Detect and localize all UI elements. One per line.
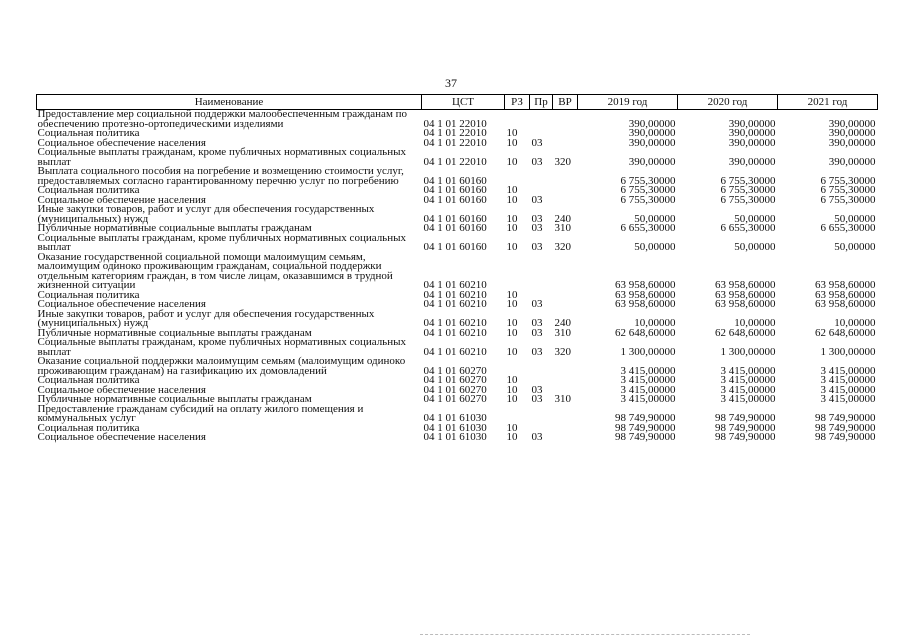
- row-rz: 10: [506, 345, 518, 358]
- row-amount-2019: 6 655,30000: [620, 222, 676, 234]
- row-pr: [530, 253, 553, 291]
- row-amount-2021: 63 958,60000: [815, 288, 876, 301]
- row-amount-2020: 6 755,30000: [720, 193, 776, 206]
- row-name: Социальное обеспечение населения: [37, 431, 206, 443]
- row-amount-2021: 390,00000: [828, 127, 876, 139]
- row-amount-2019: 63 958,60000: [615, 288, 676, 301]
- row-cst: 04 1 01 60210: [423, 345, 487, 358]
- row-rz: 10: [506, 317, 518, 329]
- row-amount-2019: 3 415,00000: [620, 374, 676, 386]
- row-vr: [553, 253, 578, 291]
- header-vr: ВР: [553, 95, 578, 110]
- row-name: Социальная политика: [37, 127, 140, 139]
- row-pr: 03: [531, 393, 543, 405]
- row-amount-2019: 390,00000: [628, 117, 676, 130]
- row-amount-2021: 63 958,60000: [815, 279, 876, 291]
- row-amount-2020: 98 749,90000: [715, 431, 776, 443]
- row-vr: [553, 186, 578, 196]
- row-pr: [530, 167, 553, 186]
- row-name: Публичные нормативные социальные выплаты гражданам: [37, 326, 312, 339]
- row-amount-2021: 3 415,00000: [820, 383, 876, 396]
- row-vr: [553, 139, 578, 149]
- row-rz: [505, 405, 530, 424]
- row-amount-2019: 390,00000: [628, 155, 676, 168]
- row-name: Оказание социальной поддержки малоимущим семьям (малоимущим одиноко проживающим гражданам) на газификацию их домовладений: [37, 355, 406, 377]
- row-vr: 310: [554, 326, 571, 339]
- row-cst: 04 1 01 60270: [423, 364, 487, 377]
- row-amount-2020: 390,00000: [728, 155, 776, 168]
- row-pr: 03: [531, 326, 543, 339]
- row-name: Социальное обеспечение населения: [37, 298, 206, 310]
- row-pr: 03: [531, 345, 543, 358]
- row-amount-2020: 390,00000: [728, 127, 776, 139]
- header-2019: 2019 год: [578, 95, 678, 110]
- row-vr: 310: [554, 393, 571, 405]
- row-name: Предоставление гражданам субсидий на оплату жилого помещения и коммунальных услуг: [37, 402, 364, 424]
- row-amount-2021: 50,00000: [834, 212, 876, 225]
- row-amount-2020: 3 415,00000: [720, 383, 776, 396]
- row-amount-2021: 6 755,30000: [820, 184, 876, 196]
- row-amount-2019: 63 958,60000: [615, 298, 676, 310]
- row-name: Социальная политика: [37, 184, 140, 196]
- row-pr: [530, 405, 553, 424]
- row-rz: 10: [506, 184, 518, 196]
- row-cst: 04 1 01 61030: [423, 412, 487, 424]
- row-rz: 10: [506, 222, 518, 234]
- row-rz: 10: [506, 431, 518, 443]
- header-pr: Пр: [530, 95, 553, 110]
- row-name: Публичные нормативные социальные выплаты гражданам: [37, 222, 312, 234]
- row-vr: 240: [554, 317, 571, 329]
- row-cst: 04 1 01 61030: [423, 431, 487, 443]
- row-amount-2020: 63 958,60000: [715, 298, 776, 310]
- row-name: Выплата социального пособия на погребение и возмещению стоимости услуг, предоставляемых согласно гарантированному перечню услуг по погребению: [37, 165, 404, 187]
- row-amount-2020: 98 749,90000: [715, 412, 776, 424]
- row-amount-2020: 3 415,00000: [720, 364, 776, 377]
- header-cst: ЦСТ: [422, 95, 505, 110]
- row-rz: 10: [506, 212, 518, 225]
- row-vr: 320: [554, 155, 571, 168]
- row-amount-2021: 1 300,00000: [820, 345, 876, 358]
- row-amount-2019: 98 749,90000: [615, 431, 676, 443]
- row-amount-2021: 390,00000: [828, 117, 876, 130]
- header-name: Наименование: [37, 95, 422, 110]
- row-amount-2019: 6 755,30000: [620, 174, 676, 187]
- row-cst: 04 1 01 60160: [423, 241, 487, 253]
- row-amount-2019: 390,00000: [628, 127, 676, 139]
- table-row: [37, 433, 878, 443]
- row-amount-2020: 6 755,30000: [720, 184, 776, 196]
- row-name: Иные закупки товаров, работ и услуг для обеспечения государственных (муниципальных) нужд: [37, 203, 375, 225]
- header-2021: 2021 год: [778, 95, 878, 110]
- row-pr: 03: [531, 212, 543, 225]
- row-cst: 04 1 01 60160: [423, 174, 487, 187]
- row-name: Социальные выплаты гражданам, кроме публичных нормативных социальных выплат: [37, 231, 406, 253]
- row-cst: 04 1 01 60210: [423, 298, 487, 310]
- row-amount-2019: 50,00000: [634, 212, 676, 225]
- row-vr: [553, 196, 578, 206]
- row-name: Социальная политика: [37, 421, 140, 434]
- table-row: [37, 253, 878, 291]
- row-cst: 04 1 01 22010: [423, 117, 487, 130]
- row-pr: [530, 110, 553, 130]
- table-row: [37, 310, 878, 329]
- row-cst: 04 1 01 22010: [423, 127, 487, 139]
- table-body: [37, 110, 878, 443]
- row-pr: 03: [531, 136, 543, 149]
- row-name: Социальная политика: [37, 288, 140, 301]
- table-row: [37, 405, 878, 424]
- row-vr: 310: [554, 222, 571, 234]
- row-name: Социальное обеспечение населения: [37, 193, 206, 206]
- row-vr: 320: [554, 345, 571, 358]
- row-vr: 240: [554, 212, 571, 225]
- row-amount-2021: 3 415,00000: [820, 374, 876, 386]
- row-cst: 04 1 01 60270: [423, 393, 487, 405]
- row-amount-2021: 3 415,00000: [820, 393, 876, 405]
- row-amount-2019: 10,00000: [634, 317, 676, 329]
- row-amount-2021: 390,00000: [828, 136, 876, 149]
- row-amount-2019: 63 958,60000: [615, 279, 676, 291]
- row-amount-2020: 390,00000: [728, 136, 776, 149]
- row-vr: [553, 110, 578, 130]
- row-cst: 04 1 01 60210: [423, 288, 487, 301]
- row-rz: 10: [506, 383, 518, 396]
- row-amount-2019: 6 755,30000: [620, 193, 676, 206]
- row-amount-2021: 6 655,30000: [820, 222, 876, 234]
- row-pr: 03: [531, 431, 543, 443]
- row-amount-2020: 6 755,30000: [720, 174, 776, 187]
- row-name: Социальные выплаты гражданам, кроме публичных нормативных социальных выплат: [37, 336, 406, 358]
- row-pr: 03: [531, 383, 543, 396]
- row-cst: 04 1 01 60210: [423, 317, 487, 329]
- row-cst: 04 1 01 60270: [423, 374, 487, 386]
- row-pr: 03: [531, 241, 543, 253]
- row-amount-2021: 10,00000: [834, 317, 876, 329]
- row-name: Социальная политика: [37, 374, 140, 386]
- row-amount-2020: 10,00000: [734, 317, 776, 329]
- row-vr: 320: [554, 241, 571, 253]
- row-pr: [530, 357, 553, 376]
- row-cst: 04 1 01 60210: [423, 326, 487, 339]
- row-cst: 04 1 01 60210: [423, 279, 487, 291]
- row-amount-2021: 6 755,30000: [820, 193, 876, 206]
- row-rz: 10: [506, 393, 518, 405]
- row-amount-2021: 63 958,60000: [815, 298, 876, 310]
- row-rz: 10: [506, 136, 518, 149]
- row-vr: [553, 291, 578, 301]
- row-name: Оказание государственной социальной помощи малоимущим семьям, малоимущим одиноко проживающим гражданам, социальной поддержки отдельным категориям граждан, в том числе лицам, оказавшимся в трудной жизненной ситуации: [37, 250, 393, 291]
- row-name: Иные закупки товаров, работ и услуг для обеспечения государственных (муниципальных) нужд: [37, 307, 375, 329]
- row-rz: 10: [506, 193, 518, 206]
- row-pr: 03: [531, 193, 543, 206]
- row-amount-2019: 6 755,30000: [620, 184, 676, 196]
- row-amount-2021: 50,00000: [834, 241, 876, 253]
- row-rz: 10: [506, 127, 518, 139]
- header-rz: РЗ: [505, 95, 530, 110]
- budget-table: [36, 94, 878, 443]
- row-cst: 04 1 01 22010: [423, 136, 487, 149]
- row-cst: 04 1 01 60270: [423, 383, 487, 396]
- row-amount-2020: 98 749,90000: [715, 421, 776, 434]
- table-row: [37, 234, 878, 253]
- row-amount-2020: 63 958,60000: [715, 279, 776, 291]
- row-cst: 04 1 01 60160: [423, 184, 487, 196]
- row-name: Социальное обеспечение населения: [37, 383, 206, 396]
- row-vr: [553, 424, 578, 434]
- row-amount-2020: 50,00000: [734, 212, 776, 225]
- row-pr: 03: [531, 222, 543, 234]
- row-cst: 04 1 01 22010: [423, 155, 487, 168]
- row-rz: 10: [506, 374, 518, 386]
- row-amount-2021: 98 749,90000: [815, 431, 876, 443]
- row-rz: 10: [506, 288, 518, 301]
- row-pr: 03: [531, 155, 543, 168]
- row-amount-2020: 63 958,60000: [715, 288, 776, 301]
- row-rz: [505, 253, 530, 291]
- row-pr: 03: [531, 298, 543, 310]
- row-amount-2020: 50,00000: [734, 241, 776, 253]
- row-amount-2019: 1 300,00000: [620, 345, 676, 358]
- row-amount-2020: 3 415,00000: [720, 374, 776, 386]
- row-cst: 04 1 01 60160: [423, 222, 487, 234]
- row-cst: 04 1 01 61030: [423, 421, 487, 434]
- row-amount-2019: 50,00000: [634, 241, 676, 253]
- row-cst: 04 1 01 60160: [423, 193, 487, 206]
- row-amount-2019: 98 749,90000: [615, 412, 676, 424]
- row-rz: 10: [506, 298, 518, 310]
- row-amount-2020: 6 655,30000: [720, 222, 776, 234]
- row-amount-2020: 390,00000: [728, 117, 776, 130]
- row-name: Публичные нормативные социальные выплаты гражданам: [37, 393, 312, 405]
- row-amount-2021: 390,00000: [828, 155, 876, 168]
- row-amount-2020: 62 648,60000: [715, 326, 776, 339]
- row-rz: 10: [506, 241, 518, 253]
- row-rz: 10: [506, 326, 518, 339]
- row-vr: [553, 376, 578, 386]
- row-vr: [553, 167, 578, 186]
- row-amount-2021: 3 415,00000: [820, 364, 876, 377]
- row-rz: 10: [506, 421, 518, 434]
- row-vr: [553, 433, 578, 443]
- row-amount-2019: 3 415,00000: [620, 393, 676, 405]
- row-vr: [553, 129, 578, 139]
- row-amount-2021: 98 749,90000: [815, 412, 876, 424]
- row-vr: [553, 300, 578, 310]
- row-rz: 10: [506, 155, 518, 168]
- row-amount-2019: 98 749,90000: [615, 421, 676, 434]
- bottom-rule: [420, 634, 750, 635]
- row-cst: 04 1 01 60160: [423, 212, 487, 225]
- row-pr: 03: [531, 317, 543, 329]
- row-name: Предоставление мер социальной поддержки малообеспеченным гражданам по обеспечению протезно-ортопедическими изделиями: [37, 108, 408, 130]
- row-amount-2019: 62 648,60000: [615, 326, 676, 339]
- row-amount-2021: 62 648,60000: [815, 326, 876, 339]
- row-amount-2020: 3 415,00000: [720, 393, 776, 405]
- row-name: Социальное обеспечение населения: [37, 136, 206, 149]
- row-vr: [553, 405, 578, 424]
- row-vr: [553, 357, 578, 376]
- row-amount-2020: 1 300,00000: [720, 345, 776, 358]
- header-2020: 2020 год: [678, 95, 778, 110]
- row-amount-2019: 3 415,00000: [620, 383, 676, 396]
- row-name: Социальные выплаты гражданам, кроме публичных нормативных социальных выплат: [37, 146, 406, 168]
- page-number: 37: [445, 76, 457, 90]
- row-amount-2021: 6 755,30000: [820, 174, 876, 187]
- row-amount-2021: 98 749,90000: [815, 421, 876, 434]
- row-amount-2019: 3 415,00000: [620, 364, 676, 377]
- row-amount-2019: 390,00000: [628, 136, 676, 149]
